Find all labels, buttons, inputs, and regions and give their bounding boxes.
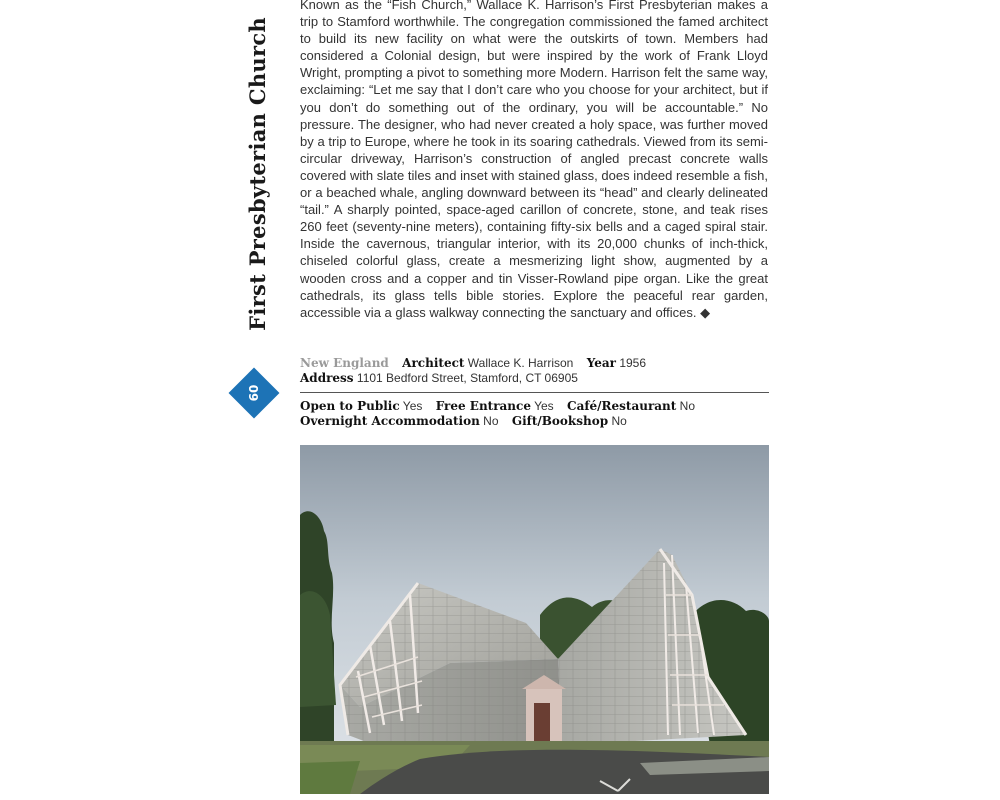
free-label: Free Entrance bbox=[435, 399, 531, 413]
amenities-block bbox=[300, 399, 770, 429]
open-value: Yes bbox=[402, 399, 423, 413]
address-value: 1101 Bedford Street, Stamford, CT 06905 bbox=[356, 371, 578, 385]
page-title-vertical bbox=[242, 8, 272, 340]
overnight-value: No bbox=[483, 414, 499, 428]
page-title: First Presbyterian Church bbox=[244, 17, 270, 331]
architect-label: Architect bbox=[402, 356, 465, 370]
year-value: 1956 bbox=[619, 356, 647, 370]
region-label: New England bbox=[300, 356, 389, 370]
gift-value: No bbox=[611, 414, 627, 428]
overnight-label: Overnight Accommodation bbox=[300, 414, 480, 428]
info-block bbox=[300, 356, 770, 386]
page-number-badge bbox=[228, 367, 280, 419]
year-label: Year bbox=[586, 356, 616, 370]
article-body bbox=[300, 0, 768, 321]
end-mark-icon: ◆ bbox=[700, 304, 711, 320]
cafe-label: Café/Restaurant bbox=[567, 399, 677, 413]
article-text: Known as the “Fish Church,” Wallace K. Harrison’s First Presbyterian makes a trip to Stamford worthwhile. The congregation commissioned the famed architect to build its new facility on what were the outskirts of town. Members had considered a Colonial design, but were inspired by the work of Frank Lloyd Wright, prompting a pivot to something more Modern. Harrison felt the same way, exclaiming: “Let me say that I don’t care who you choose for your architect, but if you don’t do something out of the ordinary, you will be accountable.” No pressure. The designer, who had never created a holy space, was further moved by a trip to Europe, where he took in its soaring cathedrals. Viewed from its semi-circular driveway, Harrison’s construction of angled precast concrete walls covered with slate tiles and inset with stained glass, does indeed resemble a fish, or a beached whale, angling downward between its “head” and clearly delineated “tail.” A sharply pointed, space-aged carillon of concrete, stone, and teak rises 260 feet (seventy-nine meters), containing fifty-six bells and a caged spiral stair. Inside the cavernous, triangular interior, with its 20,000 chunks of inch-thick, chiseled colorful glass, create a mesmerizing light show, augmented by a wooden cross and a copper and tin Visser-Rowland pipe organ. Like the great cathedrals, its glass tells bible stories. Explore the peaceful rear garden, accessible via a glass walkway connecting the sanctuary and offices. bbox=[300, 0, 768, 320]
address-label: Address bbox=[300, 371, 354, 385]
cafe-value: No bbox=[679, 399, 695, 413]
free-value: Yes bbox=[534, 399, 554, 413]
divider bbox=[300, 392, 769, 393]
gift-label: Gift/Bookshop bbox=[511, 414, 609, 428]
open-label: Open to Public bbox=[300, 399, 400, 413]
page-number: 60 bbox=[247, 384, 261, 402]
architect-value: Wallace K. Harrison bbox=[467, 356, 574, 370]
church-photo bbox=[300, 445, 769, 794]
